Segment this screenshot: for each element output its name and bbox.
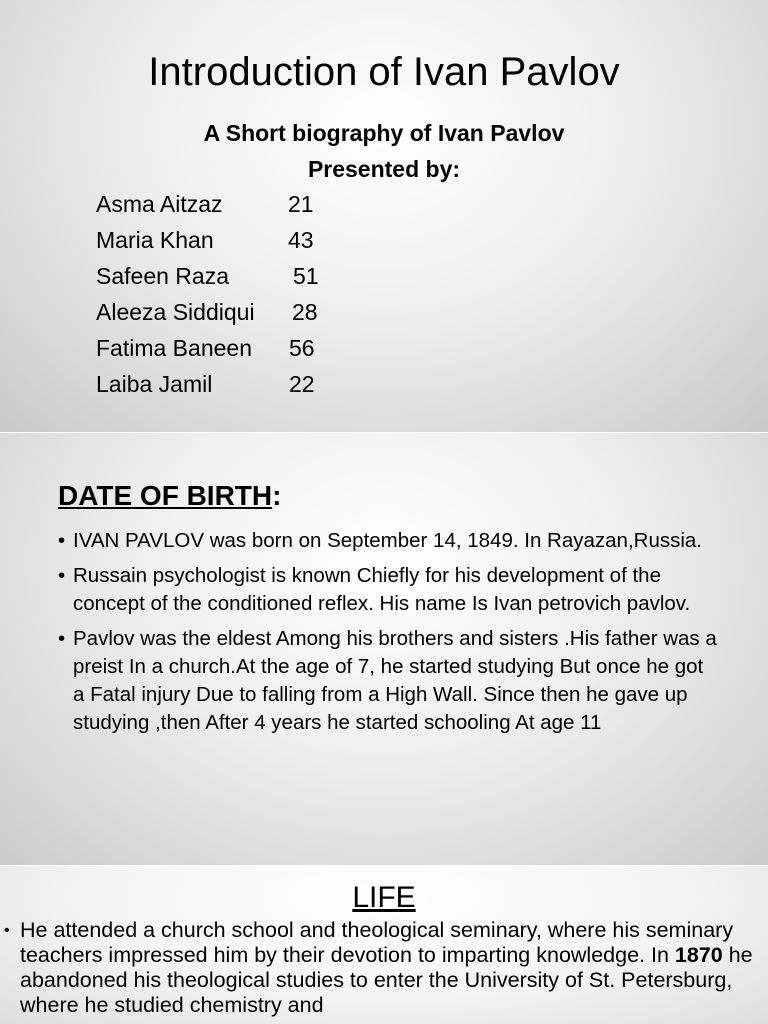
- member-item: [96, 258, 356, 294]
- paragraph-text-end: he abandoned his theological studies to enter the University of St. Petersburg, where he studied chemistry and: [20, 943, 753, 1017]
- slide-heading: [0, 878, 768, 918]
- member-item: [96, 366, 356, 402]
- bullet-point-icon: •: [58, 627, 66, 650]
- member-name: Safeen Raza: [96, 263, 229, 289]
- slide-life: [0, 866, 768, 1024]
- paragraph-text-start: He attended a church school and theological seminary, where his seminary teachers impressed him by their devotion to imparting knowledge. In: [20, 918, 734, 967]
- member-item: [96, 222, 356, 258]
- member-name: Fatima Baneen: [96, 335, 252, 361]
- member-item: [96, 330, 356, 366]
- bullet-item: [58, 562, 718, 618]
- member-name: Laiba Jamil: [96, 371, 213, 397]
- member-name: Aleeza Siddiqui: [96, 299, 255, 325]
- member-number: 43: [288, 227, 314, 253]
- presented-by-label: Presented by:: [307, 156, 461, 182]
- slide-date-of-birth: [0, 433, 768, 865]
- member-number: 21: [288, 191, 314, 217]
- member-number: 51: [293, 263, 319, 289]
- paragraph-text: [4, 918, 754, 1018]
- member-number: 28: [292, 299, 318, 325]
- heading-text: DATE OF BIRTH: [58, 480, 273, 511]
- bullet-point-icon: •: [4, 922, 10, 939]
- bullet-text: IVAN PAVLOV was born on September 14, 1849. In Rayazan,Russia.: [73, 529, 703, 552]
- life-paragraph: [4, 918, 754, 1018]
- heading-colon: :: [272, 480, 282, 511]
- bullet-list: [58, 527, 718, 744]
- presentation-title: Introduction of Ivan Pavlov: [148, 50, 620, 94]
- member-name: Maria Khan: [96, 227, 214, 253]
- member-name: Asma Aitzaz: [96, 191, 223, 217]
- bullet-item: [58, 527, 718, 555]
- member-number: 22: [289, 371, 315, 397]
- slide-heading: [58, 477, 281, 515]
- bullet-point-icon: •: [58, 564, 66, 587]
- member-number: 56: [289, 335, 315, 361]
- paragraph-year: 1870: [674, 943, 723, 967]
- heading-text: LIFE: [352, 881, 416, 914]
- member-list: [96, 186, 356, 402]
- bullet-text: Russain psychologist is known Chiefly for his development of the concept of the conditioned reflex. His name Is Ivan petrovich pavlov.: [73, 564, 691, 615]
- presentation-subtitle: A Short biography of Ivan Pavlov: [203, 120, 565, 146]
- member-item: [96, 186, 356, 222]
- member-item: [96, 294, 356, 330]
- bullet-text: Pavlov was the eldest Among his brothers and sisters .His father was a preist In a church.At the age of 7, he started studying But once he got a Fatal injury Due to falling from a High Wall. Since then he gave up studying ,then After 4 years he started schooling At age 11: [73, 627, 717, 734]
- bullet-item: [58, 625, 718, 737]
- bullet-point-icon: •: [58, 529, 66, 552]
- slide-title: [0, 0, 768, 432]
